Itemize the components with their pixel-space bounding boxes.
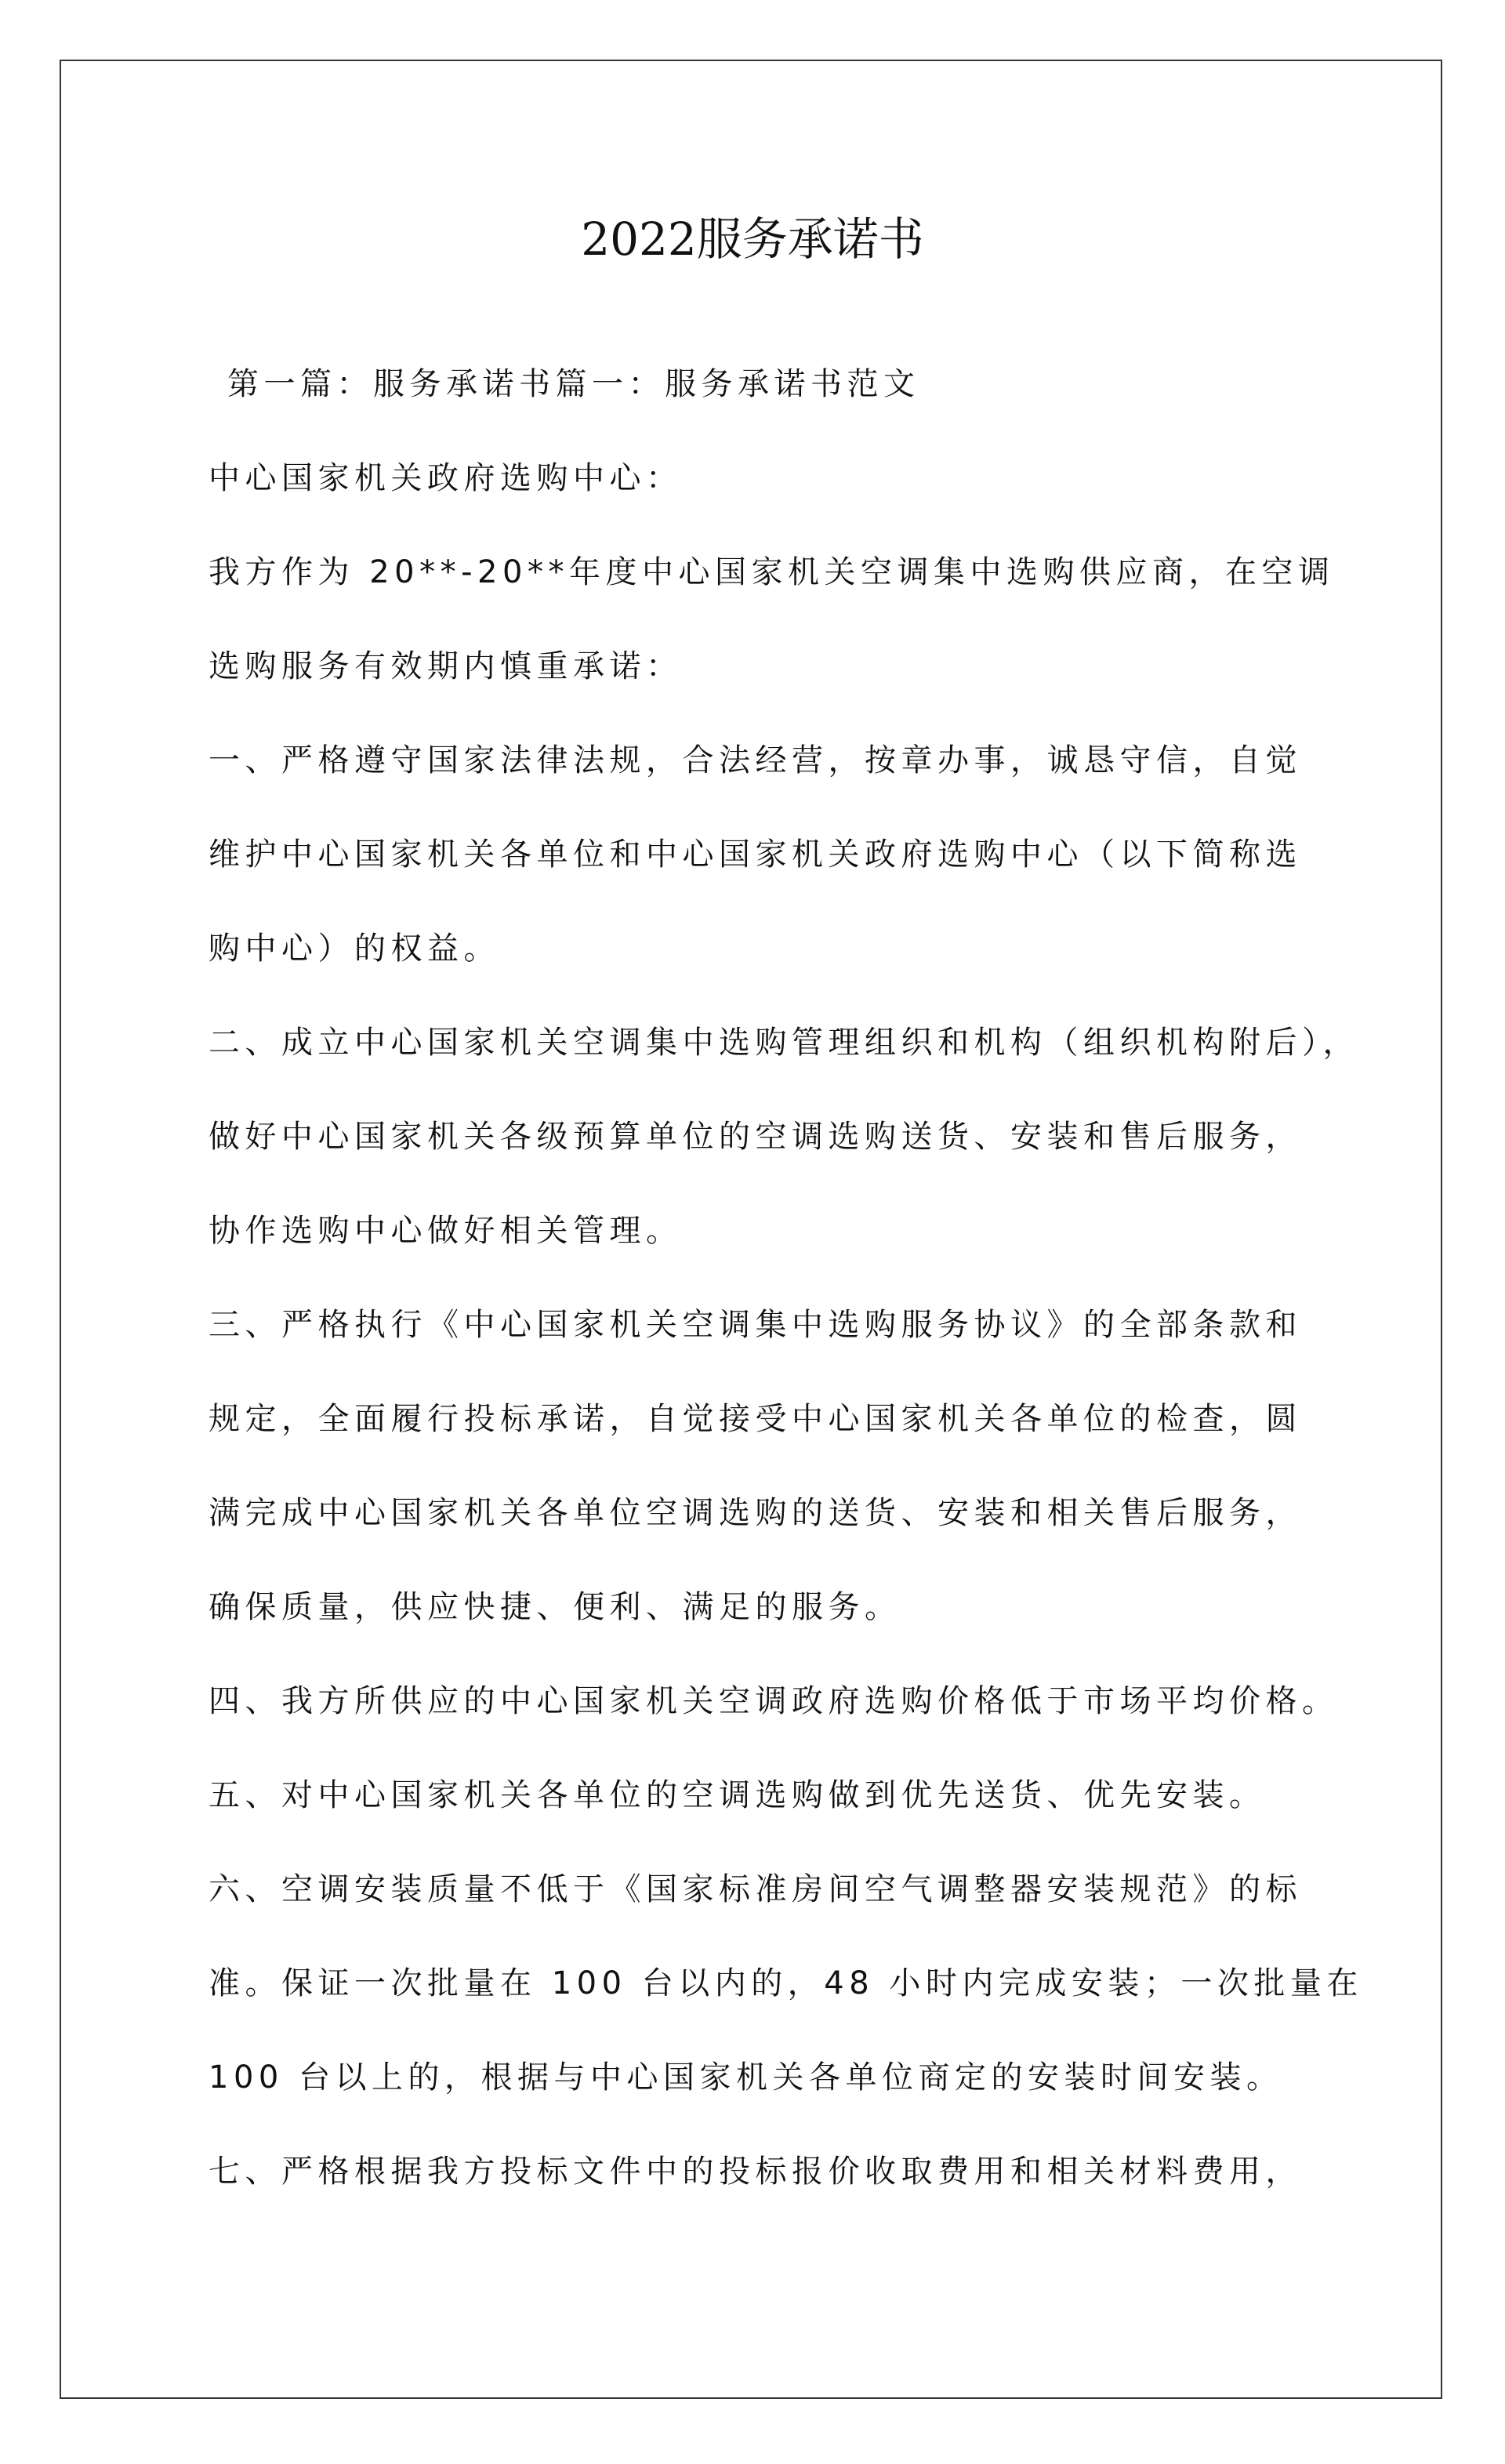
- body-line: 六、空调安装质量不低于《国家标准房间空气调整器安装规范》的标: [209, 1871, 1302, 1907]
- body-line: 三、严格执行《中心国家机关空调集中选购服务协议》的全部条款和: [209, 1307, 1302, 1343]
- body-line: 中心国家机关政府选购中心：: [209, 460, 683, 496]
- body-line: 规定，全面履行投标承诺，自觉接受中心国家机关各单位的检查，圆: [209, 1401, 1302, 1437]
- body-line: 我方作为 20**-20**年度中心国家机关空调集中选购供应商，在空调: [209, 554, 1335, 590]
- body-line: 二、成立中心国家机关空调集中选购管理组织和机构（组织机构附后），: [209, 1025, 1359, 1061]
- body-line: 选购服务有效期内慎重承诺：: [209, 648, 683, 684]
- body-line: 做好中心国家机关各级预算单位的空调选购送货、安装和售后服务，: [209, 1119, 1302, 1155]
- body-line: 七、严格根据我方投标文件中的投标报价收取费用和相关材料费用，: [209, 2154, 1302, 2190]
- body-line: 准。保证一次批量在 100 台以内的，48 小时内完成安装；一次批量在: [209, 1965, 1363, 2001]
- body-line: 四、我方所供应的中心国家机关空调政府选购价格低于市场平均价格。: [209, 1683, 1339, 1719]
- body-line: 协作选购中心做好相关管理。: [209, 1213, 683, 1249]
- body-line: 一、严格遵守国家法律法规，合法经营，按章办事，诚恳守信，自觉: [209, 742, 1302, 778]
- body-line: 满完成中心国家机关各单位空调选购的送货、安装和相关售后服务，: [209, 1495, 1302, 1531]
- body-line: 维护中心国家机关各单位和中心国家机关政府选购中心（以下简称选: [209, 836, 1302, 873]
- body-line: 五、对中心国家机关各单位的空调选购做到优先送货、优先安装。: [209, 1777, 1266, 1813]
- body-line: 确保质量，供应快捷、便利、满足的服务。: [209, 1589, 901, 1625]
- body-line: 购中心）的权益。: [209, 931, 500, 967]
- document-title: 2022服务承诺书: [581, 212, 924, 266]
- body-line: 100 台以上的，根据与中心国家机关各单位商定的安装时间安装。: [209, 2059, 1283, 2096]
- document-subtitle: 第一篇：服务承诺书篇一：服务承诺书范文: [227, 366, 920, 402]
